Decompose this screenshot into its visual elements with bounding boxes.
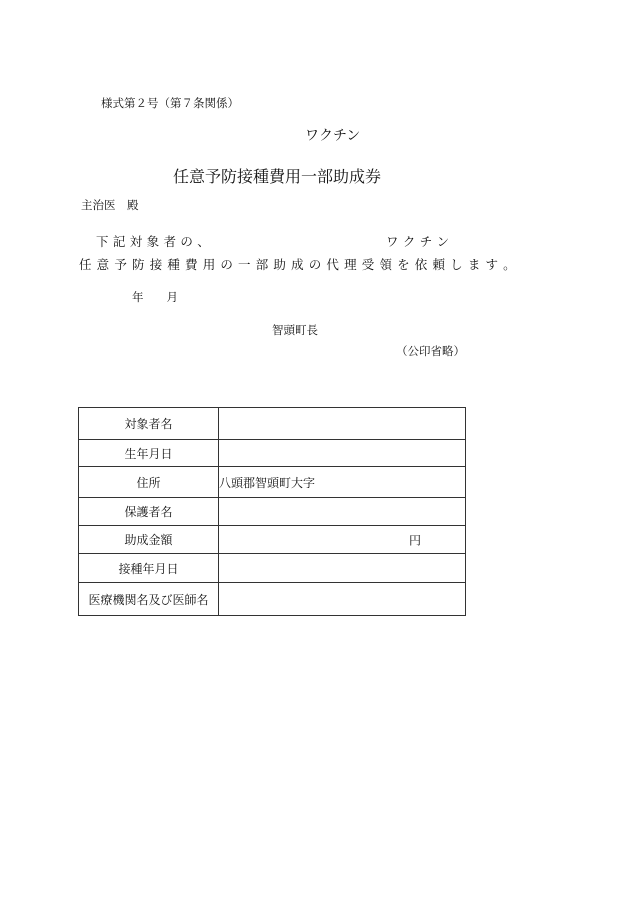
table-row <box>79 408 466 440</box>
field-subject-name[interactable] <box>219 408 466 440</box>
field-address[interactable]: 八頭郡智頭町大字 <box>219 467 466 498</box>
form-number: 様式第２号（第７条関係） <box>101 96 239 110</box>
field-birth-date[interactable] <box>219 440 466 467</box>
field-medical-institution-doctor[interactable] <box>219 583 466 616</box>
label-medical-institution-doctor: 医療機関名及び医師名 <box>79 583 219 616</box>
label-subject-name: 対象者名 <box>79 408 219 440</box>
field-vaccination-date[interactable] <box>219 554 466 583</box>
date-field: 年 月 <box>132 290 178 304</box>
label-guardian-name: 保護者名 <box>79 498 219 526</box>
document-title: 任意予防接種費用一部助成券 <box>173 167 382 186</box>
table-row <box>79 467 466 498</box>
label-subsidy-amount: 助成金額 <box>79 526 219 554</box>
table-row <box>79 583 466 616</box>
table-row <box>79 440 466 467</box>
seal-omitted-note: （公印省略） <box>396 344 465 358</box>
issuer-name: 智頭町長 <box>272 323 318 337</box>
table-row <box>79 526 466 554</box>
label-birth-date: 生年月日 <box>79 440 219 467</box>
field-subsidy-amount[interactable] <box>219 526 466 554</box>
request-text-line1-vaccine: ワ ク チ ン <box>386 234 450 249</box>
vaccine-name: ワクチン <box>305 128 361 144</box>
label-address: 住所 <box>79 467 219 498</box>
addressee: 主治医 殿 <box>81 198 139 212</box>
request-text-line2: 任 意 予 防 接 種 費 用 の 一 部 助 成 の 代 理 受 領 を 依 頼 し ま す 。 <box>79 257 517 272</box>
label-vaccination-date: 接種年月日 <box>79 554 219 583</box>
table-row <box>79 554 466 583</box>
request-text-line1-start: 下 記 対 象 者 の 、 <box>96 234 210 249</box>
yen-unit: 円 <box>409 533 422 547</box>
table-row <box>79 498 466 526</box>
subsidy-form-table <box>78 407 466 616</box>
field-guardian-name[interactable] <box>219 498 466 526</box>
